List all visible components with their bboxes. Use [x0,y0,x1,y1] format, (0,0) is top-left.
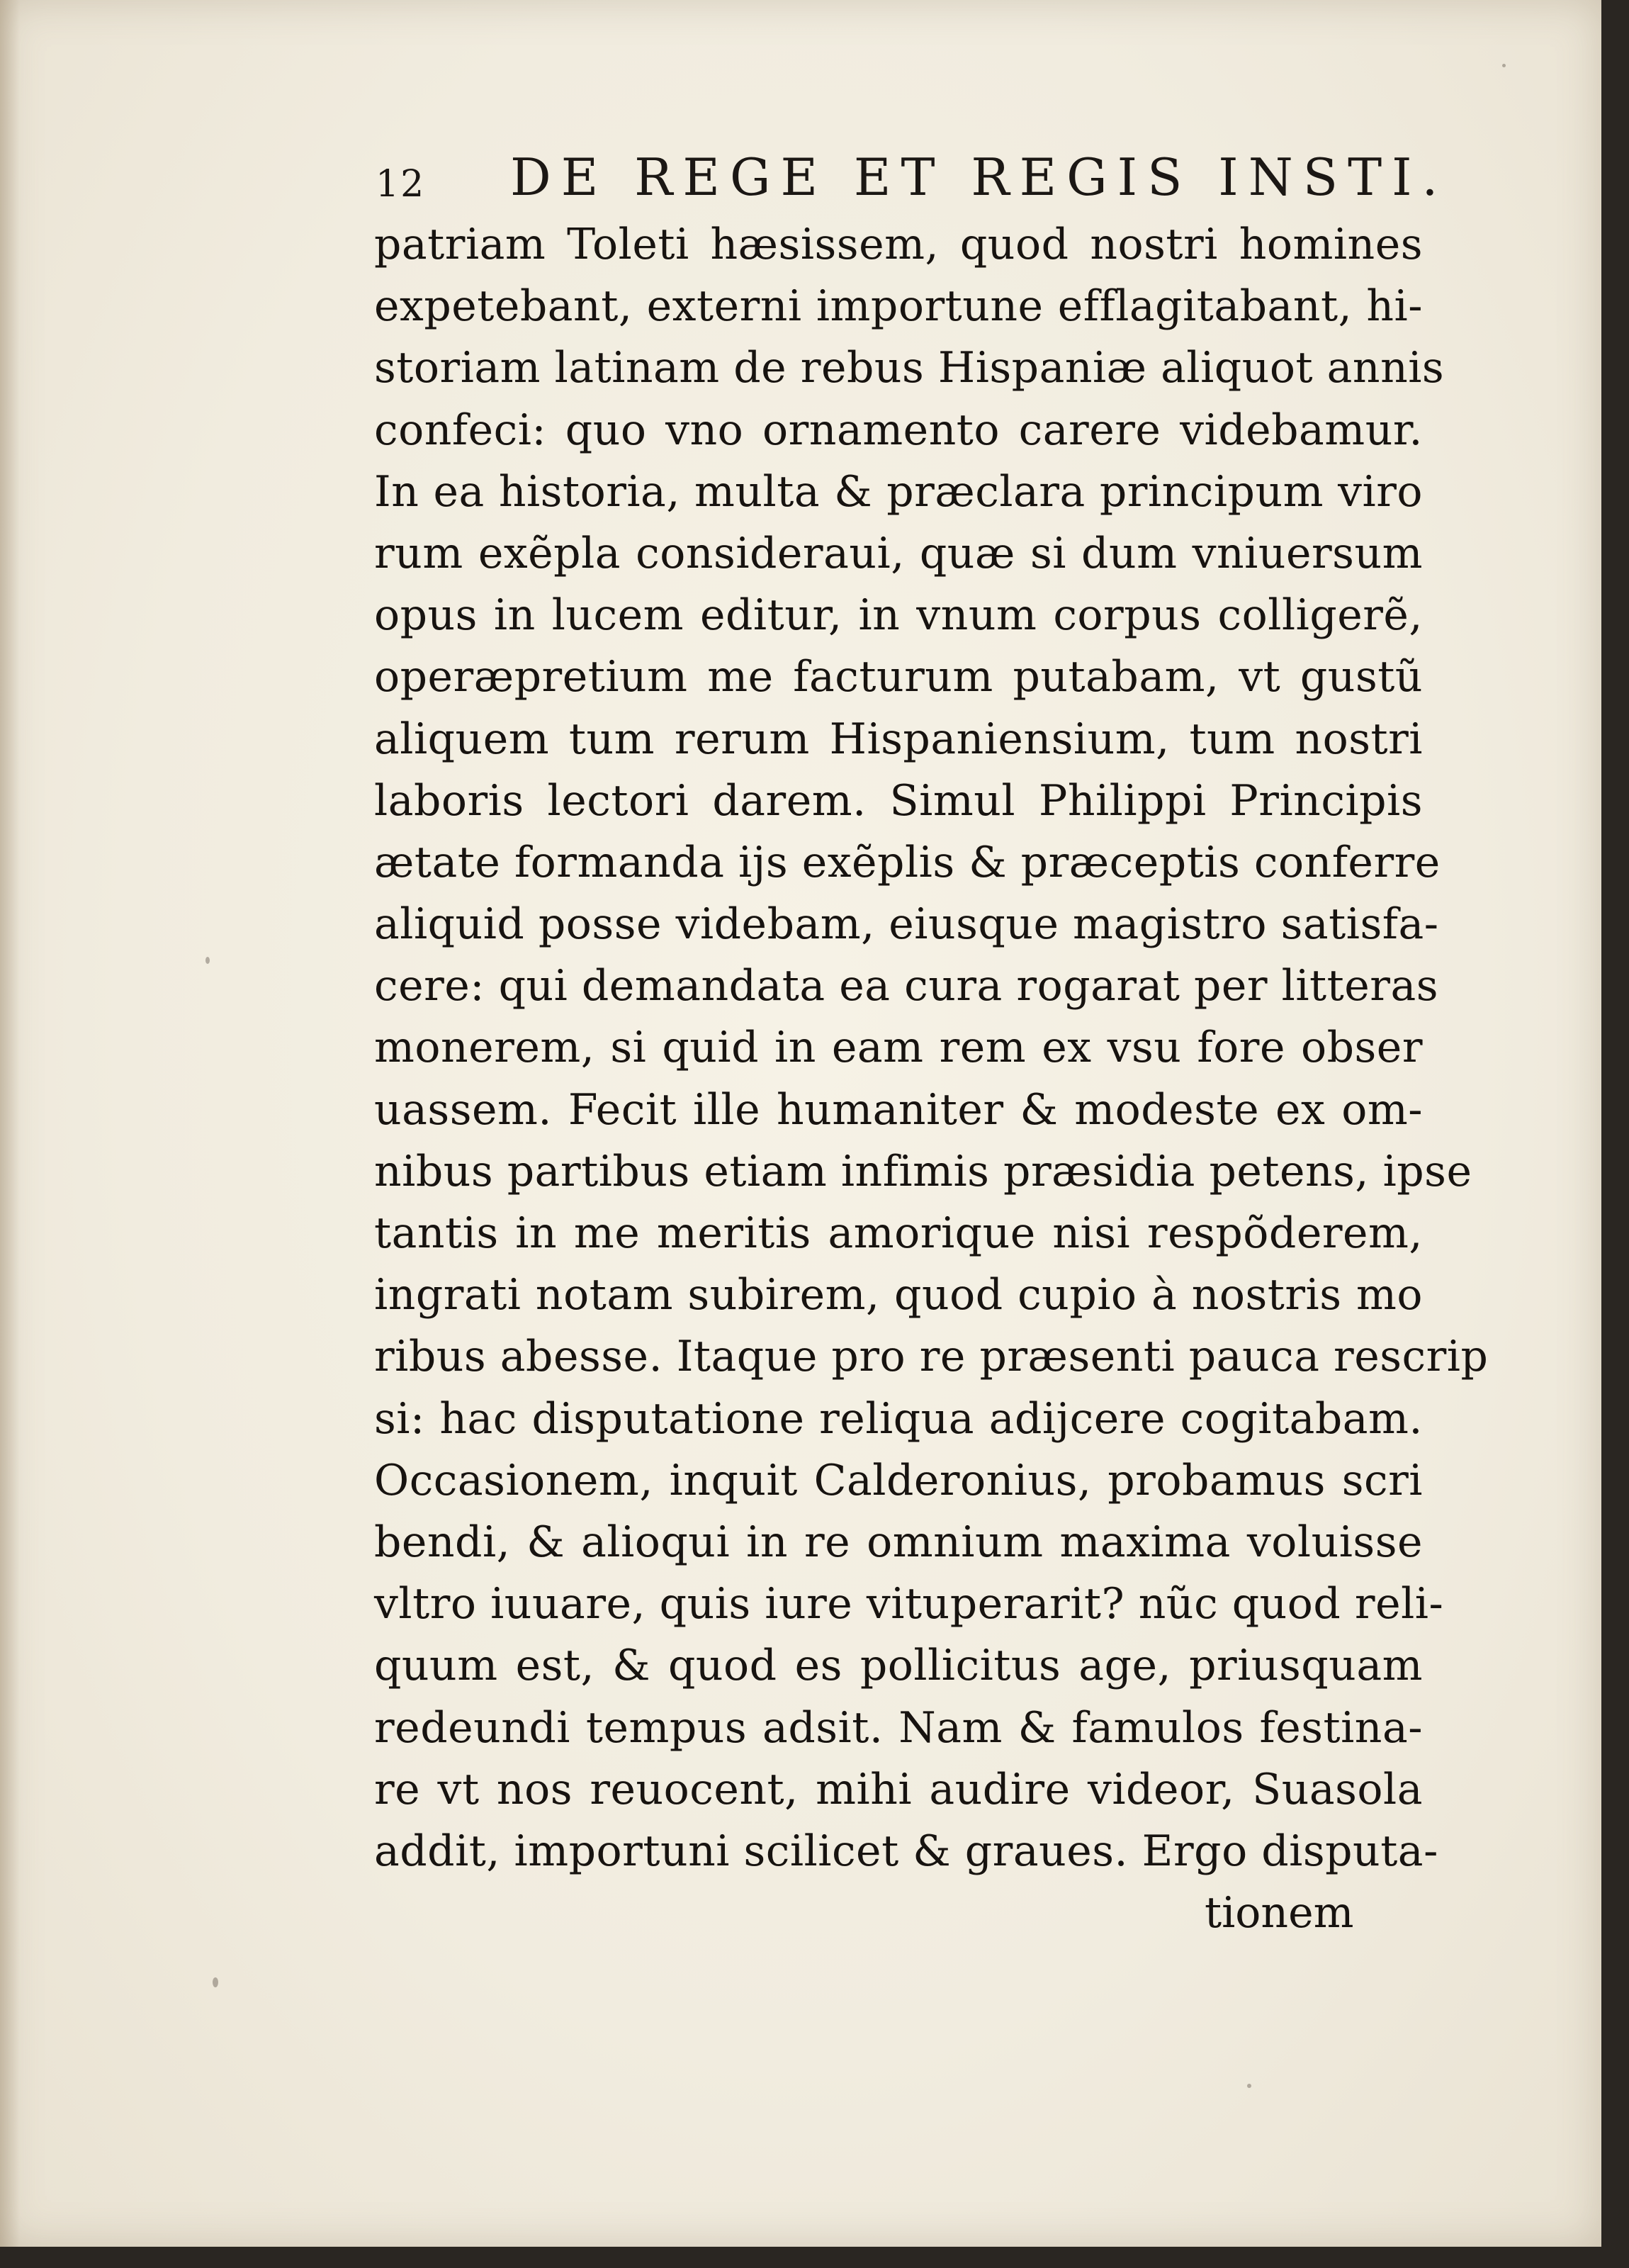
text-line: In ea historia, multa & præclara principum viro [374,466,1423,517]
text-line: monerem, si quid in eam rem ex vsu fore obser [374,1023,1423,1073]
text-line: ribus abesse. Itaque pro re præsenti pauca rescrip [374,1332,1489,1382]
text-line: vltro iuuare, quis iure vituperarit? nũc quod reli- [374,1579,1444,1629]
text-block [374,214,1489,1882]
text-line: opus in lucem editur, in vnum corpus colligerẽ, [374,590,1423,641]
text-line: uassem. Fecit ille humaniter & modeste ex om- [374,1084,1423,1135]
text-line: aliquid posse videbam, eiusque magistro satisfa- [374,899,1439,950]
text-line: cere: qui demandata ea cura rogarat per litteras [374,961,1439,1011]
text-line: operæpretium me facturum putabam, vt gustũ [374,652,1423,702]
text-line: re vt nos reuocent, mihi audire videor, Suasola [374,1764,1423,1814]
paper-speck [1502,64,1506,67]
running-head: DE REGE ET REGIS INSTI. [510,147,1448,207]
page-edge-shadow [0,0,20,2247]
paper-speck [1247,2084,1251,2088]
text-line: si: hac disputatione reliqua adijcere cogitabam. [374,1393,1423,1444]
text-line: ætate formanda ijs exẽplis & præceptis conferre [374,837,1441,887]
text-line: quum est, & quod es pollicitus age, priusquam [374,1641,1423,1691]
text-line: aliquem tum rerum Hispaniensium, tum nostri [374,714,1423,764]
paper-speck [205,957,210,964]
text-line: addit, importuni scilicet & graues. Ergo disputa- [374,1826,1438,1876]
text-line: tantis in me meritis amorique nisi respõderem, [374,1208,1423,1258]
text-line: redeundi tempus adsit. Nam & famulos festina- [374,1702,1423,1753]
paper-speck [213,1977,218,1987]
text-line: ingrati notam subirem, quod cupio à nostris mo [374,1270,1423,1320]
folio-number: 12 [376,163,426,206]
text-line: rum exẽpla consideraui, quæ si dum vniuersum [374,528,1423,578]
text-line: Occasionem, inquit Calderonius, probamus scri [374,1455,1423,1505]
text-line: storiam latinam de rebus Hispaniæ aliquot annis [374,343,1445,393]
text-line: confeci: quo vno ornamento carere videbamur. [374,405,1423,455]
text-line: laboris lectori darem. Simul Philippi Principis [374,775,1423,826]
text-line: bendi, & alioqui in re omnium maxima voluisse [374,1517,1423,1567]
text-line: expetebant, externi importune efflagitabant, hi- [374,281,1423,332]
catchword: tionem [1205,1888,1354,1938]
page-header [368,142,1502,213]
text-line: nibus partibus etiam infimis præsidia petens, ipse [374,1146,1472,1196]
text-line: patriam Toleti hæsissem, quod nostri homines [374,220,1423,269]
